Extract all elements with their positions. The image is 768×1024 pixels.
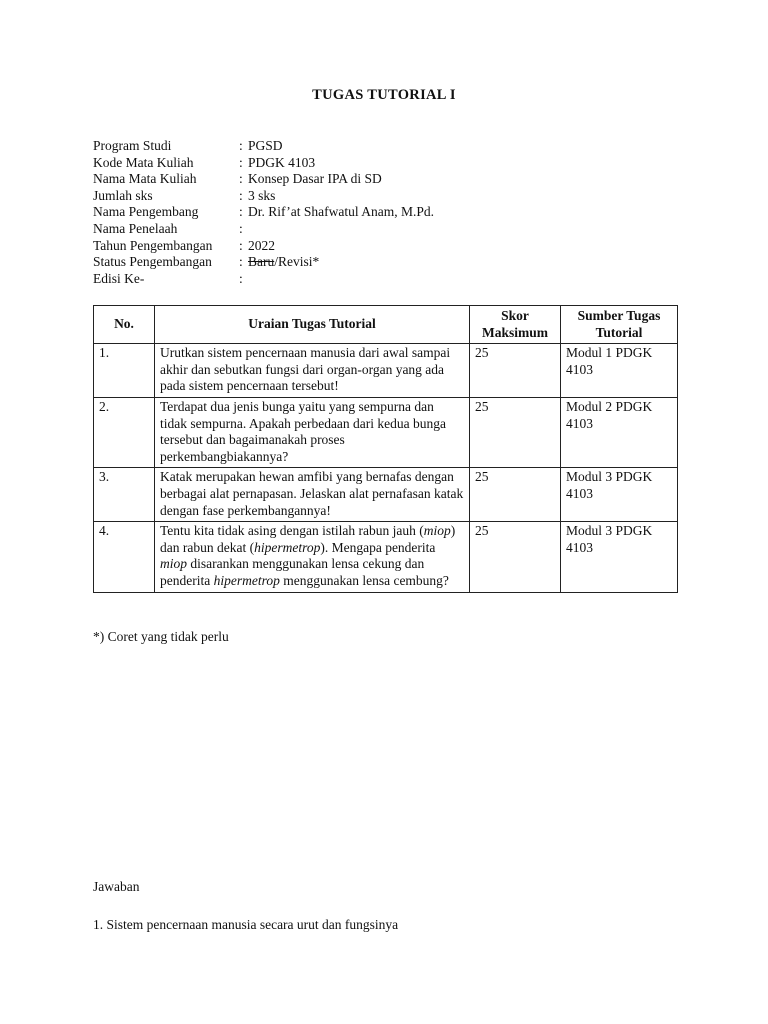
cell-sumber: Modul 1 PDGK 4103 [561,344,678,398]
table-row [94,522,678,592]
meta-label: Nama Penelaah [93,220,178,236]
meta-value: 3 sks [248,187,276,203]
meta-row-jumlah-sks: Jumlah sks : 3 sks [93,187,276,203]
meta-value: PGSD [248,138,283,153]
table-row [94,397,678,467]
meta-value: 2022 [248,237,275,253]
cell-skor: 25 [470,522,561,592]
answer-heading: Jawaban [93,879,140,894]
cell-sumber: Modul 3 PDGK 4103 [561,468,678,522]
meta-value: PDGK 4103 [248,154,316,170]
course-info [93,138,434,287]
cell-no: 1. [94,344,155,398]
meta-value: /Revisi* [274,254,320,270]
text-segment: disarankan menggunakan lensa cekung dan penderita [160,556,425,588]
tutorial-task-table [93,305,678,593]
text-segment: ) dan rabun dekat ( [160,523,456,555]
cell-skor: 25 [470,397,561,467]
text-segment: Tentu kita tidak asing dengan istilah rabun jauh ( [160,523,424,539]
meta-label: Edisi Ke- [93,270,145,286]
text-segment: menggunakan lensa cembung? [279,572,449,588]
cell-no: 4. [94,522,155,592]
meta-row-nama-pengembang: Nama Pengembang : Dr. Rif’at Shafwatul Anam, M.Pd. [93,204,434,220]
italic-term: miop [423,523,451,539]
header-skor: Skor Maksimum [470,306,561,344]
cell-uraian: Terdapat dua jenis bunga yaitu yang sempurna dan tidak sempurna. Apakah perbedaan dari kedua bunga tersebut dan bagaimanakah proses perkembangbiakannya? [155,397,470,467]
cell-uraian [155,522,470,592]
meta-row-edisi: Edisi Ke- : [93,270,243,286]
italic-term: hipermetrop [213,572,280,588]
meta-label: Nama Pengembang [93,204,199,220]
meta-row-nama-mata-kuliah: Nama Mata Kuliah : Konsep Dasar IPA di SD [93,171,382,187]
cell-no: 2. [94,397,155,467]
table-row [94,468,678,522]
cell-no: 3. [94,468,155,522]
meta-value: Dr. Rif’at Shafwatul Anam, M.Pd. [248,204,434,220]
header-sumber: Sumber Tugas Tutorial [561,306,678,344]
meta-label: Kode Mata Kuliah [93,154,194,170]
meta-label: Status Pengembangan [93,254,212,270]
text-segment: ). Mengapa penderita [320,539,436,555]
meta-row-tahun-pengembangan: Tahun Pengembangan : 2022 [93,237,275,253]
cell-sumber: Modul 2 PDGK 4103 [561,397,678,467]
meta-value-struck: Baru [248,254,275,270]
cell-uraian: Katak merupakan hewan amfibi yang bernafas dengan berbagai alat pernapasan. Jelaskan alat pernafasan katak dengan fase perkembangannya! [155,468,470,522]
meta-row-nama-penelaah: Nama Penelaah : [93,220,243,236]
table-row [94,344,678,398]
table-header-row [94,306,678,344]
answer-first-line: 1. Sistem pencernaan manusia secara urut dan fungsinya [93,917,399,932]
meta-value: Konsep Dasar IPA di SD [248,171,382,187]
italic-term: hipermetrop [254,539,321,555]
meta-label: Program Studi [93,138,172,153]
document-title: TUGAS TUTORIAL I [312,87,456,103]
cell-skor: 25 [470,468,561,522]
footnote: *) Coret yang tidak perlu [93,629,229,644]
meta-label: Nama Mata Kuliah [93,171,197,187]
meta-label: Jumlah sks [93,187,153,203]
cell-skor: 25 [470,344,561,398]
cell-sumber: Modul 3 PDGK 4103 [561,522,678,592]
cell-uraian: Urutkan sistem pencernaan manusia dari awal sampai akhir dan sebutkan fungsi dari organ-organ yang ada pada sistem pencernaan tersebut! [155,344,470,398]
header-uraian: Uraian Tugas Tutorial [155,306,470,344]
meta-row-kode-mata-kuliah: Kode Mata Kuliah : PDGK 4103 [93,154,316,170]
meta-row-status-pengembangan: Status Pengembangan : Baru/Revisi* [93,254,320,270]
meta-row-program-studi: Program Studi : PGSD [93,138,283,153]
meta-label: Tahun Pengembangan [93,237,213,253]
italic-term: miop [160,556,187,572]
header-no: No. [94,306,155,344]
